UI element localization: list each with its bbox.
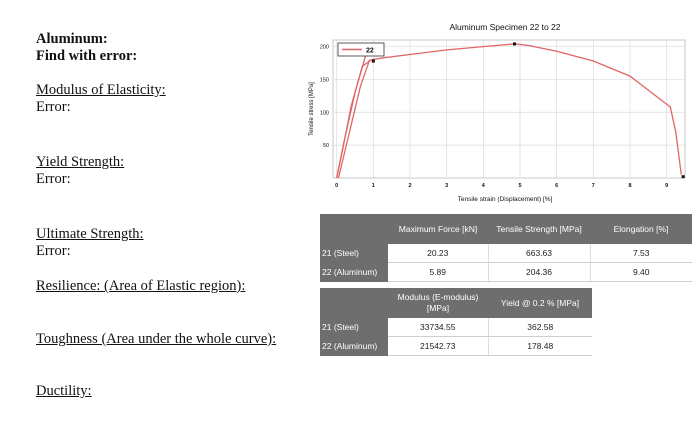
table2-cell: 178.48 <box>488 337 592 356</box>
table1-header-tensile-strength: Tensile Strength [MPa] <box>488 214 590 244</box>
y-axis-label: Tensile stress [MPa] <box>309 82 315 136</box>
y-tick-label: 100 <box>319 110 329 117</box>
x-tick-label: 9 <box>665 183 669 189</box>
table1-header-max-force: Maximum Force [kN] <box>388 214 488 244</box>
legend <box>338 43 384 56</box>
x-tick-label: 6 <box>555 183 559 189</box>
table1-cell: 5.89 <box>388 263 488 282</box>
x-tick-label: 3 <box>445 183 449 189</box>
table2-header-modulus: Modulus (E-modulus) [MPa] <box>388 288 488 318</box>
aluminum-heading: Aluminum: <box>36 31 108 47</box>
table1-cell: 204.36 <box>488 263 590 282</box>
table-row <box>320 337 592 356</box>
modulus-label: Modulus of Elasticity: <box>36 82 166 98</box>
table1-cell: 20.23 <box>388 244 488 263</box>
x-tick-label: 0 <box>335 183 339 189</box>
table1-header-elongation: Elongation [%] <box>590 214 692 244</box>
table1-cell: 663.63 <box>488 244 590 263</box>
table1-header-row <box>320 214 692 244</box>
modulus-error-label: Error: <box>36 99 71 115</box>
data-marker <box>372 60 375 63</box>
table-row <box>320 244 692 263</box>
x-tick-label: 7 <box>591 183 595 189</box>
y-tick-labels <box>320 45 329 150</box>
y-tick-label: 50 <box>322 143 329 150</box>
table1-row-label: 22 (Aluminum) <box>320 263 388 282</box>
table2-row-label: 21 (Steel) <box>320 318 388 337</box>
ultimate-strength-label: Ultimate Strength: <box>36 226 144 242</box>
x-tick-label: 5 <box>518 183 522 189</box>
plot-area <box>333 40 685 178</box>
table2-cell: 33734.55 <box>388 318 488 337</box>
yield-error-label: Error: <box>36 171 71 187</box>
table2-cell: 21542.73 <box>388 337 488 356</box>
table2-row-label: 22 (Aluminum) <box>320 337 388 356</box>
ductility-label: Ductility: <box>36 383 92 399</box>
x-axis-label: Tensile strain (Displacement) [%] <box>457 196 553 203</box>
table2-corner <box>320 288 388 318</box>
table1-cell: 7.53 <box>590 244 692 263</box>
x-tick-label: 8 <box>628 183 632 189</box>
resilience-label: Resilience: (Area of Elastic region): <box>36 278 246 294</box>
table-row <box>320 263 692 282</box>
table-row <box>320 318 592 337</box>
table1-cell: 9.40 <box>590 263 692 282</box>
chart-title: Aluminum Specimen 22 to 22 <box>449 22 561 32</box>
find-with-error-heading: Find with error: <box>36 48 138 64</box>
results-table-1 <box>320 214 692 282</box>
table2-header-yield: Yield @ 0.2 % [MPa] <box>488 288 592 318</box>
y-tick-label: 200 <box>319 44 329 51</box>
x-tick-labels <box>335 183 668 189</box>
table1-row-label: 21 (Steel) <box>320 244 388 263</box>
data-marker <box>682 175 685 178</box>
table2-header-row <box>320 288 592 318</box>
yield-strength-label: Yield Strength: <box>36 154 125 170</box>
legend-label: 22 <box>366 47 374 55</box>
table1-corner <box>320 214 388 244</box>
y-tick-label: 150 <box>319 77 329 84</box>
table2-cell: 362.58 <box>488 318 592 337</box>
x-tick-label: 2 <box>408 183 412 189</box>
stress-strain-chart <box>300 14 695 210</box>
toughness-label: Toughness (Area under the whole curve): <box>36 331 277 347</box>
x-tick-label: 4 <box>481 183 485 189</box>
results-table-2 <box>320 288 592 356</box>
ultimate-error-label: Error: <box>36 243 71 259</box>
data-marker <box>513 42 516 45</box>
x-tick-label: 1 <box>371 183 375 189</box>
